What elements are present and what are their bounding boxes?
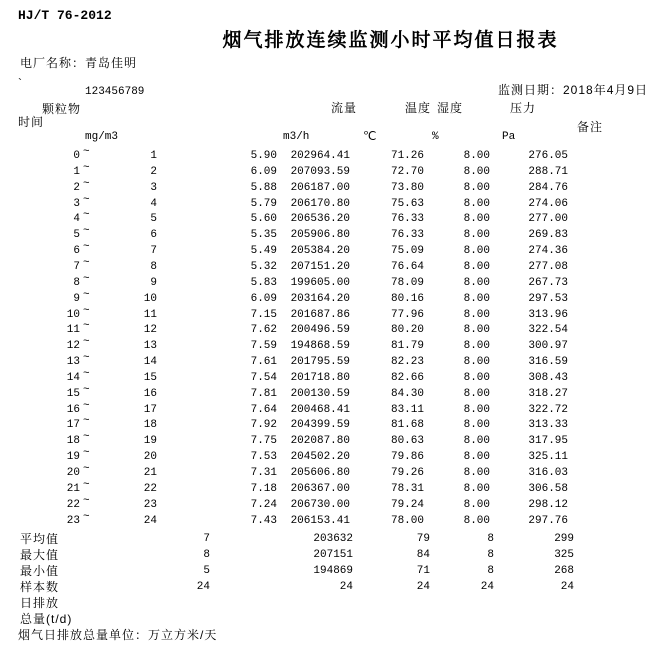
- summary-label: 日排放: [20, 596, 60, 610]
- temperature-value: 79.86: [390, 451, 424, 463]
- particulate-value: 7.62: [250, 324, 277, 336]
- tilde-mark: ~: [83, 447, 90, 459]
- table-row: [0, 338, 669, 354]
- tilde-mark: ~: [83, 257, 90, 269]
- summary-row: [0, 579, 669, 595]
- plant-name: 电厂名称：青岛佳明: [20, 56, 138, 70]
- temperature-value: 82.66: [390, 372, 424, 384]
- humidity-value: 8.00: [463, 467, 490, 479]
- summary-label: 最小值: [20, 564, 60, 578]
- hour-start: 1: [73, 166, 80, 178]
- hour-start: 11: [66, 324, 80, 336]
- temperature-value: 80.16: [390, 293, 424, 305]
- table-row: [0, 417, 669, 433]
- particulate-value: 6.09: [250, 166, 277, 178]
- flow-value: 200468.41: [290, 404, 350, 416]
- hour-end: 8: [150, 261, 157, 273]
- standard-code: HJ/T 76-2012: [18, 8, 112, 23]
- summary-particulate: 5: [203, 565, 210, 577]
- humidity-value: 8.00: [463, 229, 490, 241]
- summary-row: [0, 595, 669, 611]
- humidity-value: 8.00: [463, 324, 490, 336]
- table-row: [0, 481, 669, 497]
- particulate-value: 6.09: [250, 293, 277, 305]
- hour-end: 18: [143, 419, 157, 431]
- hour-end: 10: [143, 293, 157, 305]
- hour-end: 5: [150, 213, 157, 225]
- tilde-mark: ~: [83, 225, 90, 237]
- hour-start: 21: [66, 483, 80, 495]
- hour-end: 7: [150, 245, 157, 257]
- humidity-value: 8.00: [463, 245, 490, 257]
- hour-end: 16: [143, 388, 157, 400]
- humidity-value: 8.00: [463, 166, 490, 178]
- hour-end: 3: [150, 182, 157, 194]
- hour-end: 22: [143, 483, 157, 495]
- unit-humidity: %: [432, 131, 439, 143]
- summary-pressure: 299: [554, 533, 574, 545]
- humidity-value: 8.00: [463, 182, 490, 194]
- summary-pressure: 268: [554, 565, 574, 577]
- summary-flow: 24: [339, 581, 353, 593]
- particulate-value: 5.35: [250, 229, 277, 241]
- tilde-mark: ~: [83, 162, 90, 174]
- pressure-value: 306.58: [528, 483, 568, 495]
- particulate-value: 7.18: [250, 483, 277, 495]
- particulate-value: 5.88: [250, 182, 277, 194]
- table-row: [0, 164, 669, 180]
- humidity-value: 8.00: [463, 515, 490, 527]
- tilde-mark: ~: [83, 289, 90, 301]
- pressure-value: 269.83: [528, 229, 568, 241]
- hour-start: 7: [73, 261, 80, 273]
- summary-flow: 194869: [313, 565, 353, 577]
- summary-row: [0, 531, 669, 547]
- particulate-value: 7.92: [250, 419, 277, 431]
- unit-particulate: mg/m3: [85, 131, 119, 143]
- flow-value: 199605.00: [290, 277, 350, 289]
- tilde-mark: ~: [83, 511, 90, 523]
- hour-start: 5: [73, 229, 80, 241]
- summary-humidity: 24: [480, 581, 494, 593]
- hour-start: 15: [66, 388, 80, 400]
- hour-start: 20: [66, 467, 80, 479]
- hour-end: 21: [143, 467, 157, 479]
- hour-start: 10: [66, 309, 80, 321]
- hour-start: 16: [66, 404, 80, 416]
- tilde-mark: ~: [83, 415, 90, 427]
- column-header-particulate: 颗粒物: [42, 102, 82, 116]
- column-header-humidity: 湿度: [437, 101, 464, 115]
- hour-end: 20: [143, 451, 157, 463]
- summary-flow: 207151: [313, 549, 353, 561]
- report-title: 烟气排放连续监测小时平均值日报表: [222, 30, 559, 51]
- table-row: [0, 275, 669, 291]
- pressure-value: 297.76: [528, 515, 568, 527]
- particulate-value: 7.24: [250, 499, 277, 511]
- hour-start: 23: [66, 515, 80, 527]
- hour-end: 15: [143, 372, 157, 384]
- pressure-value: 316.59: [528, 356, 568, 368]
- table-row: [0, 354, 669, 370]
- pressure-value: 325.11: [528, 451, 568, 463]
- flow-value: 202087.80: [290, 435, 350, 447]
- pressure-value: 277.00: [528, 213, 568, 225]
- particulate-value: 5.90: [250, 150, 277, 162]
- pressure-value: 313.96: [528, 309, 568, 321]
- temperature-value: 79.24: [390, 499, 424, 511]
- flow-value: 207151.20: [290, 261, 350, 273]
- flow-value: 206187.00: [290, 182, 350, 194]
- pressure-value: 322.54: [528, 324, 568, 336]
- pressure-value: 317.95: [528, 435, 568, 447]
- humidity-value: 8.00: [463, 198, 490, 210]
- hour-start: 19: [66, 451, 80, 463]
- hour-end: 11: [143, 309, 157, 321]
- particulate-value: 5.32: [250, 261, 277, 273]
- hour-end: 1: [150, 150, 157, 162]
- table-row: [0, 433, 669, 449]
- tilde-mark: ~: [83, 146, 90, 158]
- column-header-remark: 备注: [577, 120, 604, 134]
- pressure-value: 274.06: [528, 198, 568, 210]
- flow-value: 205606.80: [290, 467, 350, 479]
- summary-row: [0, 563, 669, 579]
- flow-value: 205384.20: [290, 245, 350, 257]
- table-row: [0, 196, 669, 212]
- humidity-value: 8.00: [463, 150, 490, 162]
- pressure-value: 288.71: [528, 166, 568, 178]
- flow-value: 204502.20: [290, 451, 350, 463]
- table-row: [0, 370, 669, 386]
- pressure-value: 322.72: [528, 404, 568, 416]
- summary-particulate: 7: [203, 533, 210, 545]
- table-row: [0, 449, 669, 465]
- tilde-mark: ~: [83, 241, 90, 253]
- column-header-time: 时间: [18, 115, 45, 129]
- temperature-value: 81.79: [390, 340, 424, 352]
- pressure-value: 313.33: [528, 419, 568, 431]
- temperature-value: 76.33: [390, 213, 424, 225]
- temperature-value: 80.63: [390, 435, 424, 447]
- particulate-value: 5.83: [250, 277, 277, 289]
- column-header-flow: 流量: [331, 101, 358, 115]
- flow-value: 206153.41: [290, 515, 350, 527]
- tilde-mark: ~: [83, 384, 90, 396]
- table-row: [0, 211, 669, 227]
- flow-value: 206536.20: [290, 213, 350, 225]
- flow-value: 201795.59: [290, 356, 350, 368]
- humidity-value: 8.00: [463, 419, 490, 431]
- hour-end: 14: [143, 356, 157, 368]
- hour-end: 2: [150, 166, 157, 178]
- table-row: [0, 180, 669, 196]
- table-row: [0, 291, 669, 307]
- tilde-mark: ~: [83, 463, 90, 475]
- tilde-mark: ~: [83, 336, 90, 348]
- summary-humidity: 8: [487, 549, 494, 561]
- summary-label: 平均值: [20, 532, 60, 546]
- unit-flow: m3/h: [283, 131, 310, 143]
- column-header-pressure: 压力: [510, 101, 537, 115]
- particulate-value: 7.43: [250, 515, 277, 527]
- flow-value: 207093.59: [290, 166, 350, 178]
- temperature-value: 72.70: [390, 166, 424, 178]
- pressure-value: 277.08: [528, 261, 568, 273]
- pressure-value: 316.03: [528, 467, 568, 479]
- tilde-mark: ~: [83, 400, 90, 412]
- tilde-mark: ~: [83, 209, 90, 221]
- flow-value: 201687.86: [290, 309, 350, 321]
- monitor-date: 监测日期：2018年4月9日: [498, 83, 649, 97]
- humidity-value: 8.00: [463, 435, 490, 447]
- tilde-mark: ~: [83, 431, 90, 443]
- summary-particulate: 8: [203, 549, 210, 561]
- summary-flow: 203632: [313, 533, 353, 545]
- temperature-value: 76.64: [390, 261, 424, 273]
- summary-particulate: 24: [196, 581, 210, 593]
- hour-end: 17: [143, 404, 157, 416]
- temperature-value: 75.63: [390, 198, 424, 210]
- summary-humidity: 8: [487, 565, 494, 577]
- humidity-value: 8.00: [463, 309, 490, 321]
- column-header-temperature: 温度: [405, 101, 432, 115]
- temperature-value: 78.09: [390, 277, 424, 289]
- table-row: [0, 465, 669, 481]
- temperature-value: 84.30: [390, 388, 424, 400]
- table-row: [0, 259, 669, 275]
- tilde-mark: ~: [83, 320, 90, 332]
- table-row: [0, 386, 669, 402]
- humidity-value: 8.00: [463, 356, 490, 368]
- pressure-value: 267.73: [528, 277, 568, 289]
- temperature-value: 71.26: [390, 150, 424, 162]
- hour-end: 13: [143, 340, 157, 352]
- particulate-value: 5.49: [250, 245, 277, 257]
- temperature-value: 80.20: [390, 324, 424, 336]
- particulate-value: 5.60: [250, 213, 277, 225]
- table-row: [0, 513, 669, 529]
- flow-value: 200130.59: [290, 388, 350, 400]
- temperature-value: 76.33: [390, 229, 424, 241]
- hour-start: 9: [73, 293, 80, 305]
- hour-end: 9: [150, 277, 157, 289]
- hour-start: 14: [66, 372, 80, 384]
- summary-pressure: 325: [554, 549, 574, 561]
- humidity-value: 8.00: [463, 277, 490, 289]
- humidity-value: 8.00: [463, 404, 490, 416]
- summary-temperature: 84: [416, 549, 430, 561]
- temperature-value: 81.68: [390, 419, 424, 431]
- serial-number: 123456789: [85, 86, 145, 98]
- flow-value: 203164.20: [290, 293, 350, 305]
- hour-end: 4: [150, 198, 157, 210]
- pressure-value: 274.36: [528, 245, 568, 257]
- pressure-value: 300.97: [528, 340, 568, 352]
- hour-start: 2: [73, 182, 80, 194]
- tilde-mark: ~: [83, 479, 90, 491]
- hour-start: 6: [73, 245, 80, 257]
- flow-value: 204399.59: [290, 419, 350, 431]
- table-row: [0, 322, 669, 338]
- humidity-value: 8.00: [463, 451, 490, 463]
- hour-end: 19: [143, 435, 157, 447]
- hour-start: 4: [73, 213, 80, 225]
- tilde-mark: ~: [83, 352, 90, 364]
- particulate-value: 7.31: [250, 467, 277, 479]
- flow-value: 206367.00: [290, 483, 350, 495]
- pressure-value: 284.76: [528, 182, 568, 194]
- tilde-mark: ~: [83, 495, 90, 507]
- hour-start: 17: [66, 419, 80, 431]
- hour-end: 6: [150, 229, 157, 241]
- table-row: [0, 307, 669, 323]
- humidity-value: 8.00: [463, 213, 490, 225]
- hour-end: 23: [143, 499, 157, 511]
- hour-end: 24: [143, 515, 157, 527]
- summary-label: 总量(t/d): [20, 612, 73, 626]
- pressure-value: 318.27: [528, 388, 568, 400]
- temperature-value: 73.80: [390, 182, 424, 194]
- temperature-value: 75.09: [390, 245, 424, 257]
- unit-pressure: Pa: [502, 131, 516, 143]
- summary-temperature: 71: [416, 565, 430, 577]
- flow-value: 205906.80: [290, 229, 350, 241]
- hour-start: 22: [66, 499, 80, 511]
- hour-start: 18: [66, 435, 80, 447]
- summary-temperature: 79: [416, 533, 430, 545]
- temperature-value: 82.23: [390, 356, 424, 368]
- temperature-value: 79.26: [390, 467, 424, 479]
- humidity-value: 8.00: [463, 483, 490, 495]
- hour-start: 8: [73, 277, 80, 289]
- pressure-value: 276.05: [528, 150, 568, 162]
- pressure-value: 298.12: [528, 499, 568, 511]
- flow-value: 206170.80: [290, 198, 350, 210]
- particulate-value: 7.75: [250, 435, 277, 447]
- tilde-mark: ~: [83, 194, 90, 206]
- particulate-value: 7.53: [250, 451, 277, 463]
- particulate-value: 5.79: [250, 198, 277, 210]
- tilde-mark: ~: [83, 273, 90, 285]
- particulate-value: 7.64: [250, 404, 277, 416]
- table-row: [0, 227, 669, 243]
- humidity-value: 8.00: [463, 293, 490, 305]
- summary-pressure: 24: [560, 581, 574, 593]
- unit-temperature: ℃: [363, 130, 377, 144]
- flow-value: 200496.59: [290, 324, 350, 336]
- pressure-value: 308.43: [528, 372, 568, 384]
- footer-note: 烟气日排放总量单位：万立方米/天: [18, 628, 218, 642]
- hour-start: 13: [66, 356, 80, 368]
- hour-start: 3: [73, 198, 80, 210]
- tilde-mark: ~: [83, 305, 90, 317]
- temperature-value: 78.00: [390, 515, 424, 527]
- table-row: [0, 402, 669, 418]
- summary-humidity: 8: [487, 533, 494, 545]
- tick-mark: `: [18, 76, 22, 90]
- tilde-mark: ~: [83, 178, 90, 190]
- table-row: [0, 243, 669, 259]
- summary-label: 最大值: [20, 548, 60, 562]
- particulate-value: 7.61: [250, 356, 277, 368]
- summary-temperature: 24: [416, 581, 430, 593]
- particulate-value: 7.59: [250, 340, 277, 352]
- hour-start: 0: [73, 150, 80, 162]
- hour-start: 12: [66, 340, 80, 352]
- tilde-mark: ~: [83, 368, 90, 380]
- temperature-value: 77.96: [390, 309, 424, 321]
- humidity-value: 8.00: [463, 499, 490, 511]
- flow-value: 194868.59: [290, 340, 350, 352]
- flow-value: 202964.41: [290, 150, 350, 162]
- temperature-value: 83.11: [390, 404, 424, 416]
- particulate-value: 7.81: [250, 388, 277, 400]
- summary-row: [0, 547, 669, 563]
- table-row: [0, 497, 669, 513]
- particulate-value: 7.15: [250, 309, 277, 321]
- humidity-value: 8.00: [463, 372, 490, 384]
- flow-value: 201718.80: [290, 372, 350, 384]
- summary-label: 样本数: [20, 580, 60, 594]
- humidity-value: 8.00: [463, 261, 490, 273]
- summary-row: [0, 611, 669, 627]
- pressure-value: 297.53: [528, 293, 568, 305]
- particulate-value: 7.54: [250, 372, 277, 384]
- temperature-value: 78.31: [390, 483, 424, 495]
- hour-end: 12: [143, 324, 157, 336]
- humidity-value: 8.00: [463, 340, 490, 352]
- humidity-value: 8.00: [463, 388, 490, 400]
- table-row: [0, 148, 669, 164]
- flow-value: 206730.00: [290, 499, 350, 511]
